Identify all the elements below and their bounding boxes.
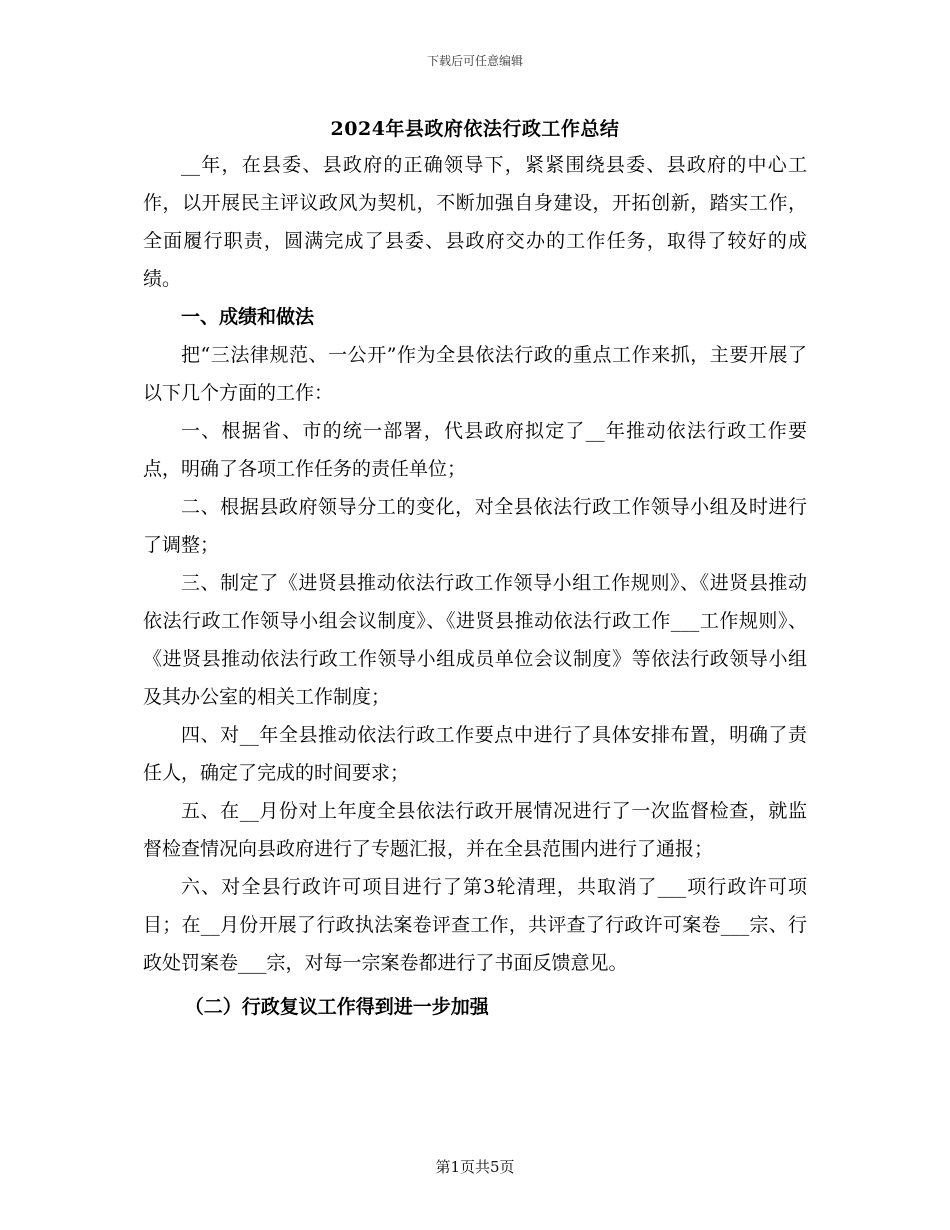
document-body — [143, 146, 807, 1026]
header-note: 下载后可任意编辑 — [426, 54, 523, 68]
paragraph: 把“三法律规范、一公开”作为全县依法行政的重点工作来抓，主要开展了以下几个方面的工作： — [143, 344, 807, 404]
paragraph: 五、在__月份对上年度全县依法行政开展情况进行了一次监督检查，就监督检查情况向县政府进行了专题汇报，并在全县范围内进行了通报； — [143, 800, 807, 860]
paragraph: 四、对__年全县推动依法行政工作要点中进行了具体安排布置，明确了责任人，确定了完成的时间要求； — [143, 724, 807, 784]
page-footer: 第1页共5页 — [435, 1158, 515, 1176]
intro-paragraph: __年，在县委、县政府的正确领导下，紧紧围绕县委、县政府的中心工作，以开展民主评议政风为契机，不断加强自身建设，开拓创新，踏实工作，全面履行职责，圆满完成了县委、县政府交办的工作任务，取得了较好的成绩。 — [143, 154, 807, 290]
paragraph: 一、根据省、市的统一部署，代县政府拟定了__年推动依法行政工作要点，明确了各项工作任务的责任单位； — [143, 420, 807, 480]
document-title: 2024年县政府依法行政工作总结 — [330, 118, 620, 140]
paragraph: 二、根据县政府领导分工的变化，对全县依法行政工作领导小组及时进行了调整； — [143, 496, 807, 556]
subsection-heading: （二）行政复议工作得到进一步加强 — [184, 996, 489, 1018]
paragraph: 三、制定了《进贤县推动依法行政工作领导小组工作规则》、《进贤县推动依法行政工作领导小组会议制度》、《进贤县推动依法行政工作___工作规则》、《进贤县推动依法行政工作领导小组成员单位会议制度》等依法行政领导小组及其办公室的相关工作制度； — [143, 572, 807, 708]
section-heading: 一、成绩和做法 — [181, 306, 315, 328]
paragraph: 六、对全县行政许可项目进行了第3轮清理，共取消了___项行政许可项目；在__月份开展了行政执法案卷评查工作，共评查了行政许可案卷___宗、行政处罚案卷___宗，对每一宗案卷都进行了书面反馈意见。 — [143, 876, 807, 974]
